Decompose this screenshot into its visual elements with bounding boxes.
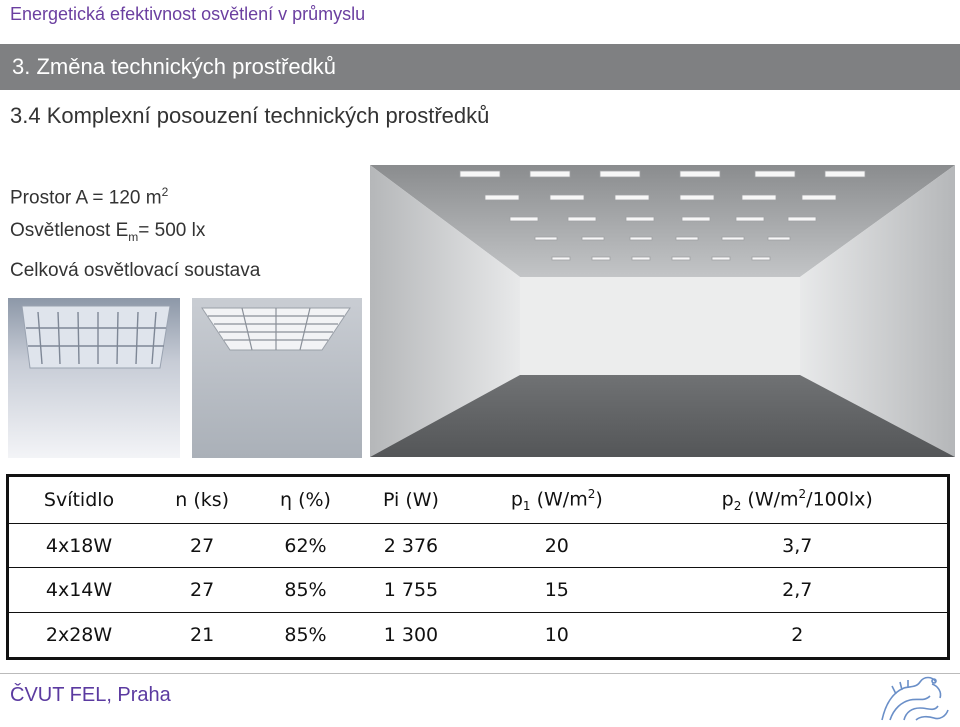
comparison-table (6, 474, 950, 660)
luminaire-photo-1 (8, 298, 180, 458)
cell-p2: 2,7 (647, 568, 948, 612)
luminaire-photo-2 (192, 298, 362, 458)
cell-p2: 3,7 (647, 524, 948, 568)
table-row (8, 612, 949, 658)
cell-n: 27 (149, 524, 255, 568)
cell-pi: 1 300 (383, 623, 439, 646)
cell-pi: 2 376 (356, 524, 466, 568)
section-title: 3. Změna technických prostředků (12, 54, 337, 79)
illuminance-line: Osvětlenost $E_m= 500$ lx (10, 220, 206, 245)
cell-eta: 85% (255, 568, 356, 612)
cell-p1: 20 (466, 524, 647, 568)
header-svitidlo: Svítidlo (8, 476, 150, 524)
footer-divider (0, 673, 960, 674)
footer-institution: ČVUT FEL, Praha (10, 684, 171, 706)
cell-eta: 62% (255, 524, 356, 568)
cell-svitidlo: 4x14W (8, 568, 150, 612)
cell-p1: 15 (466, 568, 647, 612)
cell-p2: 2 (791, 623, 804, 646)
cell-pi: 1 755 (356, 568, 466, 612)
cell-n: 27 (149, 568, 255, 612)
table-row (8, 524, 949, 568)
header-eta: η (%) (255, 476, 356, 524)
section-band (0, 44, 960, 90)
slide-subtitle: 3.4 Komplexní posouzení technických prostředků (10, 103, 490, 128)
room-render (370, 165, 955, 457)
cell-eta: 85% (284, 623, 327, 646)
header-p2: $p_2$ $(W/m^2/100lx)$ (647, 476, 948, 524)
table-header-row (8, 476, 949, 524)
university-lion-logo (876, 672, 954, 724)
header-n: n (ks) (149, 476, 255, 524)
header-pi: Pi (W) (356, 476, 466, 524)
cell-svitidlo: 2x28W (45, 623, 113, 646)
presentation-title: Energetická efektivnost osvětlení v průmyslu (10, 4, 366, 24)
facts-block (10, 176, 260, 287)
system-line: Celková osvětlovací soustava (10, 260, 261, 282)
table-row (8, 568, 949, 612)
header-p1: $p_1$ $(W/m^2)$ (466, 476, 647, 524)
cell-n: 21 (190, 623, 215, 646)
area-line: Prostor A = 120 $m^2$ (10, 185, 169, 209)
cell-svitidlo: 4x18W (8, 524, 150, 568)
cell-p1: 10 (544, 623, 569, 646)
